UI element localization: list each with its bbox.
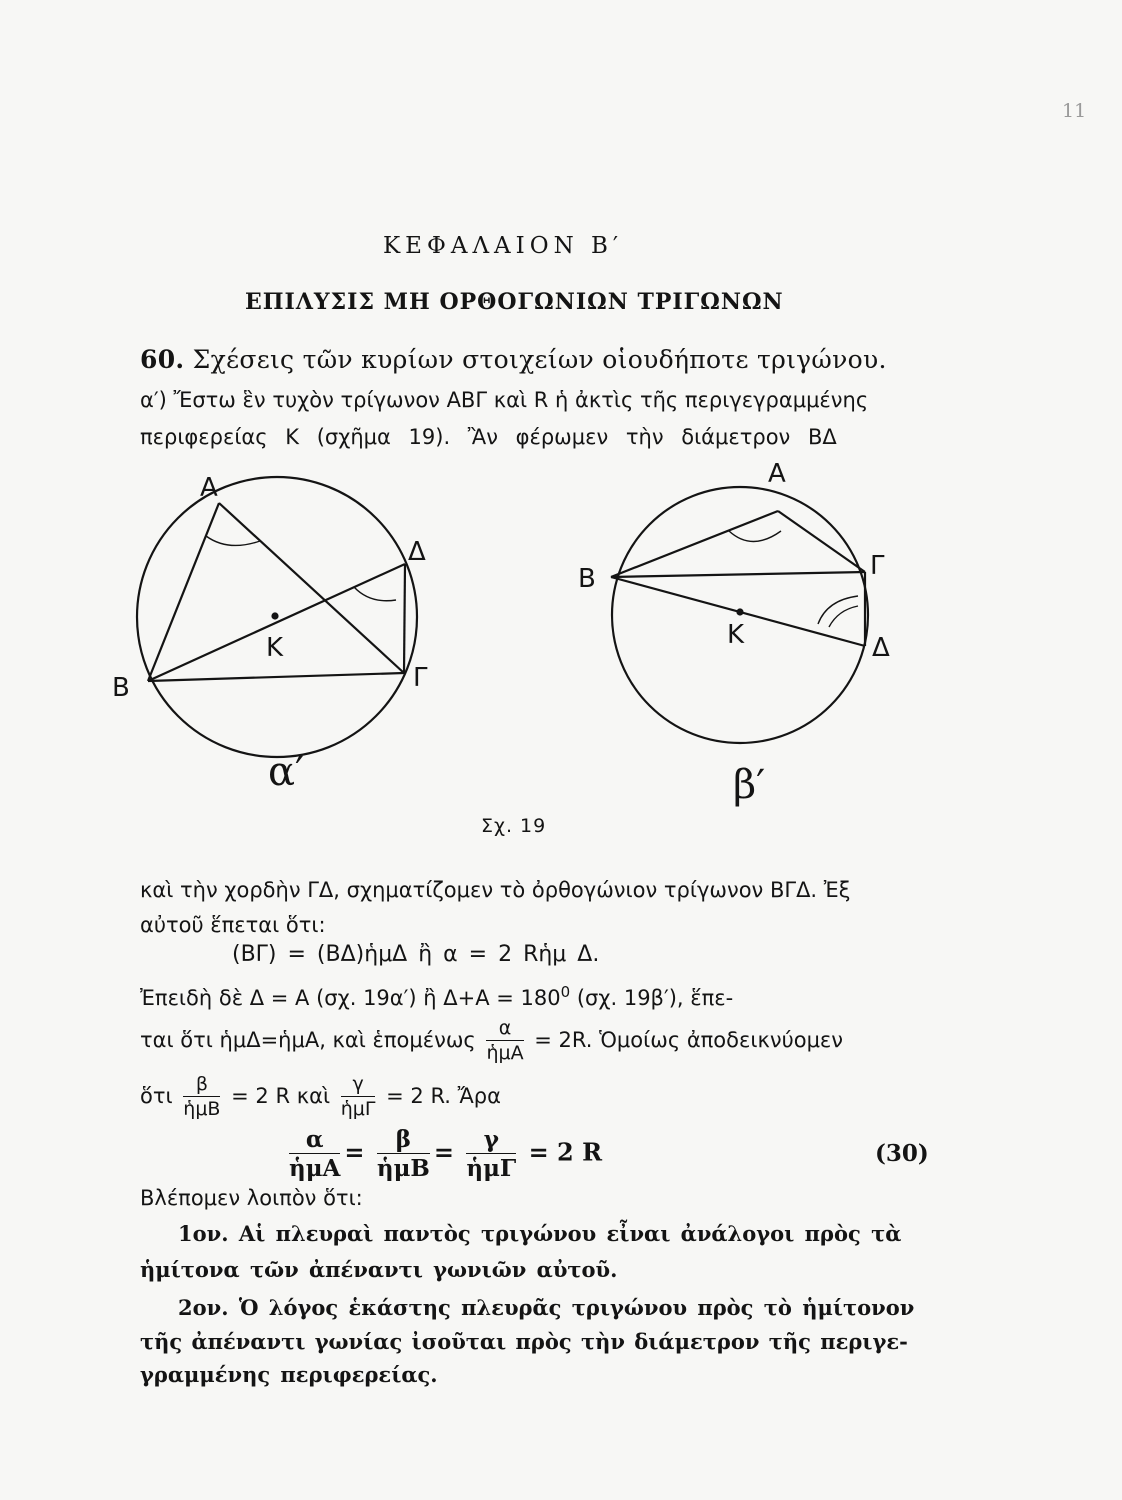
fraction-den: ἡμΒ — [376, 1155, 430, 1182]
body-line-4a: ται ὅτι ἡμΔ=ἡμΑ, καὶ ἑπομένως — [140, 1028, 476, 1052]
body-line-3b: (σχ. 19β′), ἕπε- — [570, 986, 734, 1010]
body-line-4b: = 2R. Ὁμοίως ἀποδεικνύομεν — [534, 1028, 844, 1052]
law-of-sines: $\frac{\alpha}{\text{ἡμΑ}}$ = $\frac{\beta}{\text{ἡμΒ}}$ = $\frac{\gamma}{\text{ἡμΓ}}$ = 2 R — [289, 1126, 603, 1182]
fraction-num: γ — [341, 1075, 376, 1097]
body-line-5a: ὅτι — [140, 1084, 173, 1108]
body-line-6: Βλέπομεν λοιπὸν ὅτι: — [140, 1186, 363, 1210]
equation-number: (30) — [875, 1140, 929, 1167]
fig-left-label-A: Α — [200, 473, 218, 503]
fraction-den: ἡμΓ — [340, 1098, 376, 1120]
fraction-num: α — [289, 1128, 340, 1154]
intro-line-2: περιφερείας Κ (σχῆμα 19). Ἂν φέρωμεν τὴν διάμετρον ΒΔ — [140, 425, 837, 449]
chapter-subtitle: ΕΠΙΛΥΣΙΣ ΜΗ ΟΡΘΟΓΩΝΙΩΝ ΤΡΙΓΩΝΩΝ — [245, 289, 784, 315]
body-line-5c: = 2 R. Ἄρα — [386, 1084, 501, 1108]
rule-2-text: Ὁ λόγος ἑκάστης πλευρᾶς τριγώνου πρὸς τὸ ἡμίτονον — [238, 1295, 915, 1320]
fig-left-label-B: Β — [112, 673, 130, 703]
fraction-num: β — [377, 1128, 430, 1154]
body-line-5b: = 2 R καὶ — [231, 1084, 331, 1108]
section-heading — [140, 345, 950, 374]
fig-right-label-B: Β — [578, 564, 596, 594]
rule-1-label: 1ον. — [178, 1221, 229, 1246]
center-K-left — [271, 612, 278, 619]
fraction-num: α — [486, 1019, 523, 1041]
fig-right-label-G: Γ — [870, 551, 885, 581]
fig-left-label-G: Γ — [413, 663, 428, 693]
fraction-den: ἡμΑ — [486, 1042, 524, 1064]
fig-left-caption: α′ — [268, 749, 305, 795]
page-number: 11 — [1062, 100, 1087, 122]
fig-right-label-K: Κ — [727, 620, 745, 650]
body-line-1: καὶ τὴν χορδὴν ΓΔ, σχηματίζομεν τὸ ὀρθογώνιον τρίγωνον ΒΓΔ. Ἐξ — [140, 878, 851, 902]
rule-2-line-1 — [178, 1295, 914, 1320]
law-fraction-2 — [377, 1128, 430, 1180]
rule-1-text: Αἱ πλευραὶ παντὸς τριγώνου εἶναι ἀνάλογοι πρὸς τὰ — [238, 1221, 902, 1246]
section-heading-text: Σχέσεις τῶν κυρίων στοιχείων οἱουδήποτε τριγώνου. — [192, 345, 887, 374]
equation-1: (ΒΓ) = (ΒΔ)ἡμΔ ἢ α = 2 Rἡμ Δ. — [232, 942, 600, 967]
figure-19 — [0, 460, 1122, 820]
fraction-den: ἡμΑ — [289, 1155, 341, 1182]
center-K-right — [736, 608, 743, 615]
body-line-3a: Ἐπειδὴ δὲ Δ = Α (σχ. 19α′) ἢ Δ+Α = 180 — [140, 986, 561, 1010]
body-line-5 — [140, 1075, 501, 1119]
rule-1-line-1 — [178, 1221, 901, 1246]
fraction-b-over-sinB — [183, 1075, 220, 1119]
fraction-num: β — [183, 1075, 220, 1097]
fraction-den: ἡμΓ — [466, 1155, 517, 1182]
figure-caption: Σχ. 19 — [481, 815, 547, 837]
fraction-c-over-sinC — [341, 1075, 376, 1119]
body-line-3 — [140, 983, 733, 1010]
fraction-num: γ — [466, 1128, 516, 1154]
rule-2-line-2: τῆς ἀπέναντι γωνίας ἰσοῦται πρὸς τὴν διάμετρον τῆς περιγε- — [140, 1329, 908, 1354]
fig-right-label-D: Δ — [872, 633, 890, 663]
fraction-a-over-sinA — [486, 1019, 523, 1063]
rule-2-label: 2ον. — [178, 1295, 229, 1320]
fraction-den: ἡμΒ — [183, 1098, 221, 1120]
fig-left-label-D: Δ — [408, 537, 426, 567]
body-line-2: αὐτοῦ ἕπεται ὅτι: — [140, 913, 326, 937]
body-line-4 — [140, 1019, 843, 1063]
intro-line-1: α′) Ἔστω ἓν τυχὸν τρίγωνον ΑΒΓ καὶ R ἡ ἀκτὶς τῆς περιγεγραμμένης — [140, 388, 869, 412]
rule-1-line-2: ἡμίτονα τῶν ἀπέναντι γωνιῶν αὐτοῦ. — [140, 1257, 618, 1282]
fig-right-caption: β′ — [733, 762, 766, 808]
section-number: 60. — [140, 345, 185, 374]
fig-left-label-K: Κ — [266, 633, 284, 663]
law-rhs: = 2 R — [528, 1137, 603, 1167]
law-fraction-3 — [466, 1128, 516, 1180]
degree-mark: 0 — [560, 983, 571, 1001]
chapter-title: ΚΕΦΑΛΑΙΟΝ Β′ — [383, 233, 624, 259]
law-fraction-1 — [289, 1128, 340, 1180]
fig-right-label-A: Α — [768, 460, 786, 489]
rule-2-line-3: γραμμένης περιφερείας. — [140, 1362, 438, 1387]
